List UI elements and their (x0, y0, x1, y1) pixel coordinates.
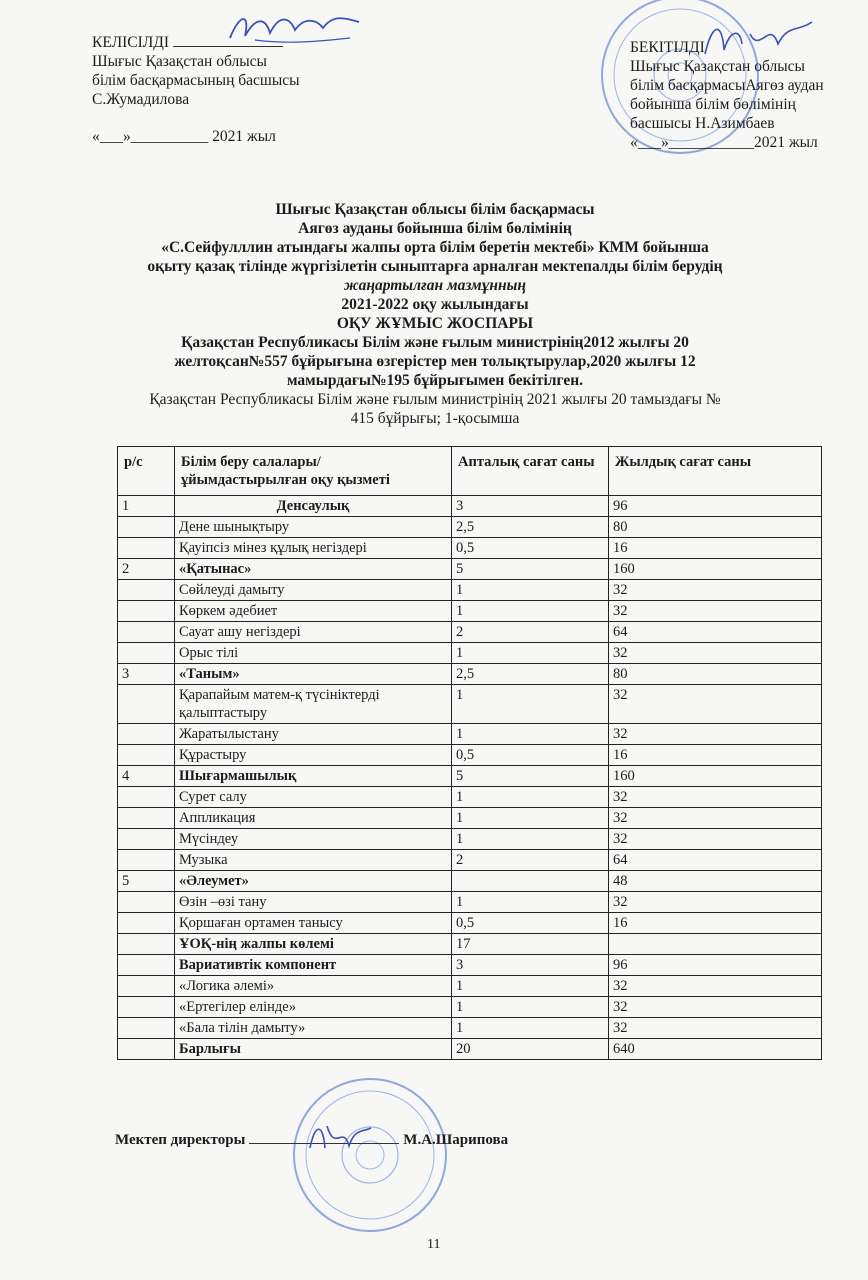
cell-number (118, 517, 175, 538)
title-line-4: оқыту қазақ тілінде жүргізілетін сыныптарға арналған мектепалды білім берудің (147, 258, 723, 275)
table-row (118, 745, 822, 766)
title-line-3: «С.Сейфулллин атындағы жалпы орта білім беретін мектебі» КММ бойынша (161, 239, 709, 256)
table-row (118, 766, 822, 787)
cell-subject: Өзін –өзі тану (175, 892, 452, 913)
table-row (118, 517, 822, 538)
cell-weekly-hours: 0,5 (452, 913, 609, 934)
cell-subject: Құрастыру (175, 745, 452, 766)
approver-org-right: Шығыс Қазақстан облысы (630, 58, 805, 75)
cell-subject: Орыс тілі (175, 643, 452, 664)
cell-weekly-hours: 5 (452, 766, 609, 787)
cell-subject: Дене шынықтыру (175, 517, 452, 538)
cell-number: 2 (118, 559, 175, 580)
cell-subject: «Таным» (175, 664, 452, 685)
title-line-7: ОҚУ ЖҰМЫС ЖОСПАРЫ (336, 315, 534, 332)
cell-yearly-hours: 32 (609, 787, 822, 808)
cell-number: 3 (118, 664, 175, 685)
cell-subject: Вариативтік компонент (175, 955, 452, 976)
cell-subject: Барлығы (175, 1039, 452, 1060)
director-signature-icon (305, 1118, 375, 1158)
cell-weekly-hours: 3 (452, 496, 609, 517)
cell-weekly-hours: 1 (452, 1018, 609, 1039)
header-number: р/с (118, 447, 175, 496)
page-number: 11 (427, 1237, 441, 1252)
table-row (118, 955, 822, 976)
cell-weekly-hours: 1 (452, 580, 609, 601)
cell-weekly-hours: 1 (452, 601, 609, 622)
cell-yearly-hours: 32 (609, 724, 822, 745)
cell-yearly-hours: 64 (609, 850, 822, 871)
cell-subject: Мүсіндеу (175, 829, 452, 850)
cell-weekly-hours: 17 (452, 934, 609, 955)
cell-yearly-hours: 64 (609, 622, 822, 643)
cell-yearly-hours: 32 (609, 976, 822, 997)
cell-subject: Қоршаған ортамен танысу (175, 913, 452, 934)
cell-number (118, 745, 175, 766)
cell-yearly-hours: 32 (609, 580, 822, 601)
header-yearly-hours: Жылдық сағат саны (609, 447, 822, 496)
cell-subject: Сурет салу (175, 787, 452, 808)
cell-weekly-hours: 1 (452, 643, 609, 664)
table-row (118, 580, 822, 601)
approval-date-left: «___»__________ 2021 жыл (92, 128, 276, 145)
cell-yearly-hours: 16 (609, 538, 822, 559)
cell-number (118, 1039, 175, 1060)
cell-number (118, 913, 175, 934)
cell-weekly-hours: 1 (452, 787, 609, 808)
table-row (118, 976, 822, 997)
cell-weekly-hours: 1 (452, 685, 609, 724)
cell-subject: «Бала тілін дамыту» (175, 1018, 452, 1039)
cell-number (118, 808, 175, 829)
cell-number (118, 685, 175, 724)
table-row (118, 685, 822, 724)
cell-weekly-hours: 2,5 (452, 517, 609, 538)
cell-yearly-hours: 160 (609, 766, 822, 787)
cell-weekly-hours: 5 (452, 559, 609, 580)
document-title-block (60, 200, 810, 428)
title-line-10: мамырдағы№195 бұйрығымен бекітілген. (286, 372, 584, 389)
approval-label-left: КЕЛІСІЛДІ (92, 34, 170, 51)
director-name: М.А.Шарипова (403, 1132, 509, 1148)
table-body (118, 496, 822, 1060)
cell-yearly-hours (609, 934, 822, 955)
title-line-9: желтоқсан№557 бұйрығына өзгерістер мен толықтырулар,2020 жылғы 12 (174, 353, 696, 370)
cell-weekly-hours: 2 (452, 622, 609, 643)
table-row (118, 496, 822, 517)
cell-yearly-hours: 80 (609, 664, 822, 685)
director-label: Мектеп директоры (115, 1132, 246, 1148)
table-row (118, 1039, 822, 1060)
approver-name-right: басшысы Н.Азимбаев (630, 115, 775, 132)
cell-subject: «Ертегілер елінде» (175, 997, 452, 1018)
cell-number (118, 997, 175, 1018)
table-row (118, 892, 822, 913)
cell-subject: «Қатынас» (175, 559, 452, 580)
approver-position-left: білім басқармасының басшысы (92, 72, 300, 89)
approver-dept-right: бойынша білім бөлімінің (630, 96, 796, 113)
cell-yearly-hours: 32 (609, 685, 822, 724)
cell-number (118, 538, 175, 559)
title-line-12: 415 бұйрығы; 1-қосымша (350, 410, 520, 427)
table-row (118, 538, 822, 559)
cell-number (118, 829, 175, 850)
cell-yearly-hours: 32 (609, 808, 822, 829)
cell-yearly-hours: 96 (609, 955, 822, 976)
cell-subject: «Логика әлемі» (175, 976, 452, 997)
cell-yearly-hours: 16 (609, 913, 822, 934)
cell-subject: Қауіпсіз мінез құлық негіздері (175, 538, 452, 559)
cell-weekly-hours: 1 (452, 997, 609, 1018)
cell-subject: Денсаулық (175, 496, 452, 517)
cell-number (118, 580, 175, 601)
cell-weekly-hours: 2,5 (452, 664, 609, 685)
cell-weekly-hours: 0,5 (452, 538, 609, 559)
cell-yearly-hours: 16 (609, 745, 822, 766)
approver-name-left: С.Жумадилова (92, 91, 190, 108)
header-subject: Білім беру салалары/ұйымдастырылған оқу қызметі (175, 447, 452, 496)
approver-org-left: Шығыс Қазақстан облысы (92, 53, 267, 70)
table-header-row (118, 447, 822, 496)
cell-yearly-hours: 80 (609, 517, 822, 538)
table-row (118, 787, 822, 808)
cell-weekly-hours: 0,5 (452, 745, 609, 766)
cell-yearly-hours: 96 (609, 496, 822, 517)
cell-weekly-hours: 20 (452, 1039, 609, 1060)
title-line-2: Аягөз ауданы бойынша білім бөлімінің (298, 220, 572, 237)
table-row (118, 829, 822, 850)
cell-weekly-hours: 3 (452, 955, 609, 976)
table-row (118, 1018, 822, 1039)
cell-yearly-hours: 32 (609, 601, 822, 622)
cell-number: 4 (118, 766, 175, 787)
cell-number: 5 (118, 871, 175, 892)
table-row (118, 643, 822, 664)
title-line-6: 2021-2022 оқу жылындағы (341, 296, 529, 313)
table-row (118, 997, 822, 1018)
cell-yearly-hours: 640 (609, 1039, 822, 1060)
cell-subject: Шығармашылық (175, 766, 452, 787)
cell-yearly-hours: 32 (609, 1018, 822, 1039)
cell-yearly-hours: 160 (609, 559, 822, 580)
title-line-1: Шығыс Қазақстан облысы білім басқармасы (275, 201, 595, 218)
cell-weekly-hours: 2 (452, 850, 609, 871)
cell-subject: Аппликация (175, 808, 452, 829)
cell-yearly-hours: 32 (609, 643, 822, 664)
cell-yearly-hours: 32 (609, 892, 822, 913)
table-row (118, 913, 822, 934)
cell-number: 1 (118, 496, 175, 517)
table-row (118, 934, 822, 955)
cell-number (118, 955, 175, 976)
cell-number (118, 601, 175, 622)
cell-subject: Сауат ашу негіздері (175, 622, 452, 643)
table-row (118, 724, 822, 745)
cell-number (118, 622, 175, 643)
cell-weekly-hours: 1 (452, 829, 609, 850)
cell-number (118, 850, 175, 871)
cell-subject: ҰОҚ-нің жалпы көлемі (175, 934, 452, 955)
table-row (118, 559, 822, 580)
cell-number (118, 643, 175, 664)
cell-number (118, 787, 175, 808)
cell-yearly-hours: 32 (609, 997, 822, 1018)
table-row (118, 808, 822, 829)
table-row (118, 871, 822, 892)
approval-date-right: «___»___________2021 жыл (630, 134, 818, 151)
cell-number (118, 1018, 175, 1039)
cell-subject: «Әлеумет» (175, 871, 452, 892)
table-row (118, 850, 822, 871)
approval-block-left (92, 33, 300, 146)
approval-label-right: БЕКІТІЛДІ (630, 39, 705, 56)
cell-yearly-hours: 48 (609, 871, 822, 892)
cell-subject: Музыка (175, 850, 452, 871)
cell-subject: Көркем әдебиет (175, 601, 452, 622)
approval-block-right (630, 38, 824, 152)
cell-weekly-hours: 1 (452, 892, 609, 913)
curriculum-table (117, 446, 822, 1060)
signature-left-icon (225, 8, 365, 48)
cell-number (118, 892, 175, 913)
cell-subject: Қарапайым матем-қ түсініктерді қалыптастыру (175, 685, 452, 724)
cell-number (118, 976, 175, 997)
approver-position-right: білім басқармасыАягөз аудан (630, 77, 824, 94)
title-line-5: жаңартылған мазмұнның (344, 277, 526, 294)
cell-yearly-hours: 32 (609, 829, 822, 850)
table-row (118, 622, 822, 643)
cell-weekly-hours: 1 (452, 724, 609, 745)
title-line-11: Қазақстан Республикасы Білім және ғылым министрінің 2021 жылғы 20 тамыздағы № (149, 391, 721, 408)
cell-weekly-hours: 1 (452, 808, 609, 829)
cell-weekly-hours: 1 (452, 976, 609, 997)
cell-number (118, 724, 175, 745)
cell-weekly-hours (452, 871, 609, 892)
cell-number (118, 934, 175, 955)
table-row (118, 664, 822, 685)
cell-subject: Сөйлеуді дамыту (175, 580, 452, 601)
table-row (118, 601, 822, 622)
cell-subject: Жаратылыстану (175, 724, 452, 745)
header-weekly-hours: Апталық сағат саны (452, 447, 609, 496)
title-line-8: Қазақстан Республикасы Білім және ғылым министрінің2012 жылғы 20 (181, 334, 689, 351)
